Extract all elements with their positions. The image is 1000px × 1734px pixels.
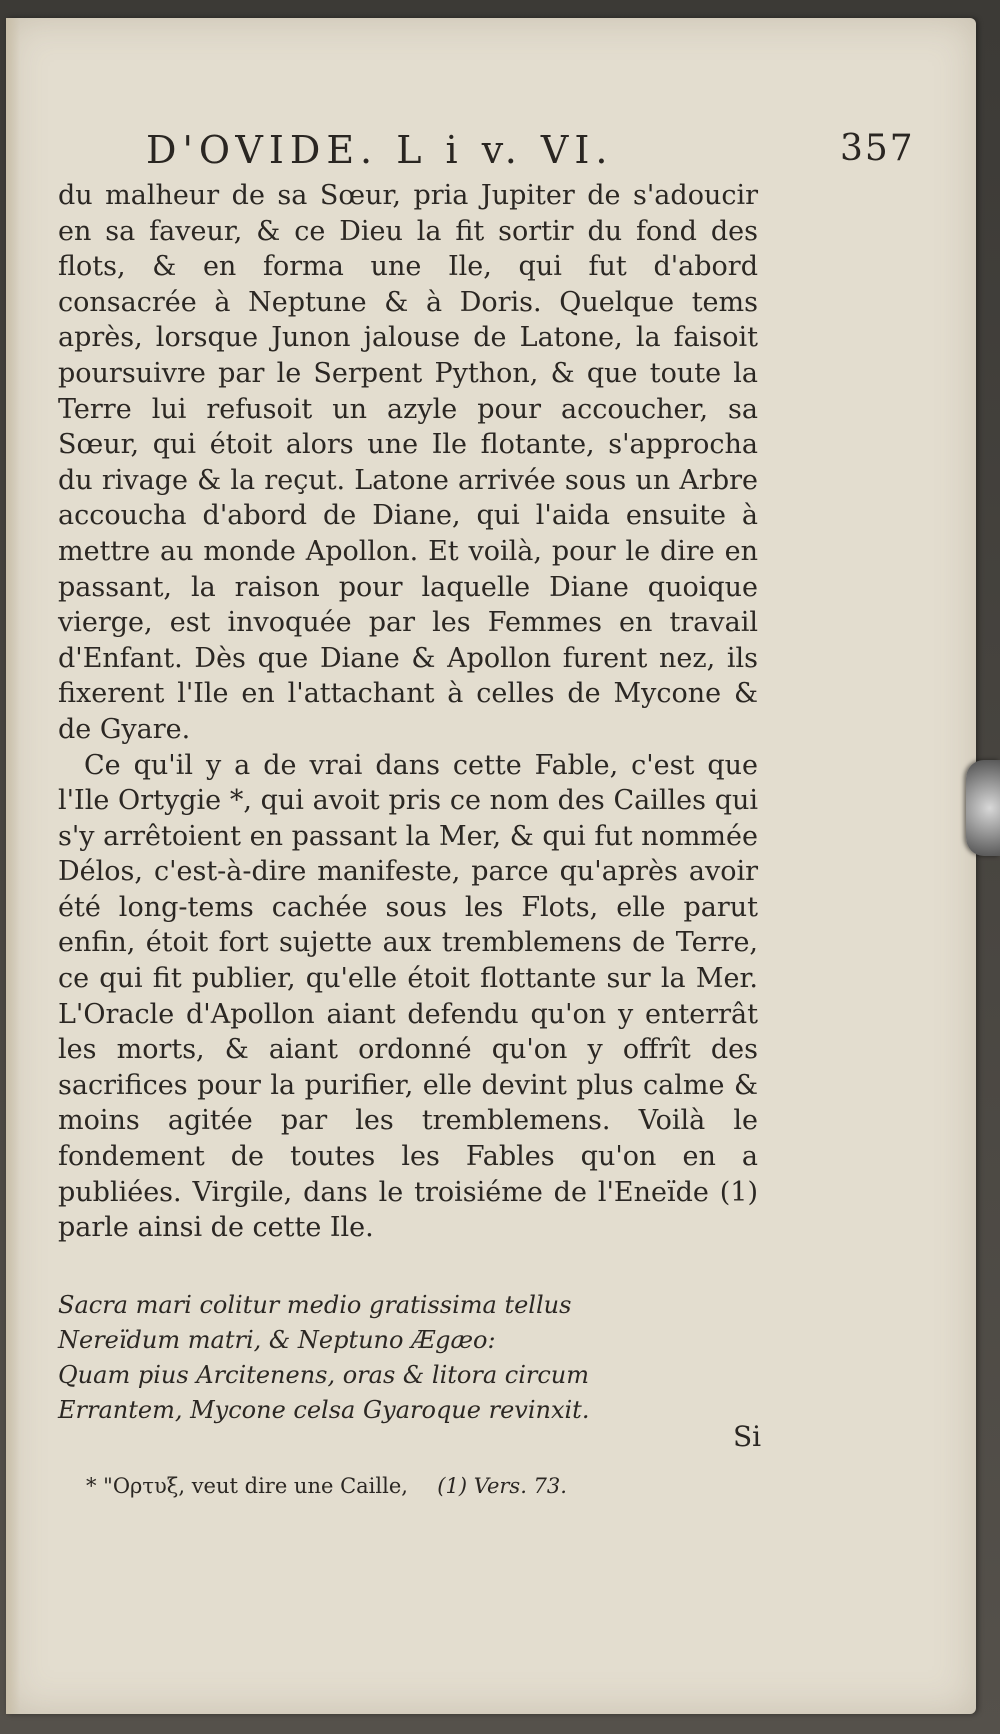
book-page (6, 18, 976, 1714)
paragraph-1: du malheur de sa Sœur, pria Jupiter de s'adoucir en sa faveur, & ce Dieu la fit sortir du fond des flots, & en forma une Ile, qui fut d'abord consacrée à Neptune & à Doris. Quelque tems après, lorsque Junon jalouse de Latone, la faisoit poursuivre par le Serpent Python, & que toute la Terre lui refusoit un azyle pour accoucher, sa Sœur, qui étoit alors une Ile flotante, s'approcha du rivage & la reçut. Latone arrivée sous un Arbre accoucha d'abord de Diane, qui l'aida ensuite à mettre au monde Apollon. Et voilà, pour le dire en passant, la raison pour laquelle Diane quoique vierge, est invoquée par les Femmes en travail d'Enfant. Dès que Diane & Apollon furent nez, ils fixerent l'Ile en l'attachant à celles de Mycone & de Gyare. (58, 180, 758, 745)
verse-line-2: Nereïdum matri, & Neptuno Ægæo: (58, 1326, 496, 1354)
footnote-one: (1) Vers. 73. (437, 1474, 567, 1498)
page-gutter-shadow (6, 18, 20, 1714)
page-number: 357 (840, 128, 915, 169)
footnote-star: * "Ορτυξ, veut dire une Caille, (86, 1474, 408, 1498)
body-text (58, 178, 758, 1246)
book-clasp (966, 760, 1000, 856)
page-header (146, 128, 915, 172)
footnotes (86, 1474, 706, 1498)
catchword: Si (733, 1420, 762, 1453)
verse-line-4: Errantem, Mycone celsa Gyaroque revinxit. (58, 1396, 590, 1424)
verse-quotation (58, 1288, 758, 1428)
verse-line-1: Sacra mari colitur medio gratissima tellus (58, 1291, 572, 1319)
verse-line-3: Quam pius Arcitenens, oras & litora circum (58, 1361, 589, 1389)
paragraph-2: Ce qu'il y a de vrai dans cette Fable, c'est que l'Ile Ortygie *, qui avoit pris ce nom des Cailles qui s'y arrêtoient en passant la Mer, & qui fut nommée Délos, c'est-à-dire manifeste, parce qu'après avoir été long-tems cachée sous les Flots, elle parut enfin, étoit fort sujette aux tremblemens de Terre, ce qui fit publier, qu'elle étoit flottante sur la Mer. L'Oracle d'Apollon aiant defendu qu'on y enterrât les morts, & aiant ordonné qu'on y offrît des sacrifices pour la purifier, elle devint plus calme & moins agitée par les tremblemens. Voilà le fondement de toutes les Fables qu'on en a publiées. Virgile, dans le troisiéme de l'Eneïde (1) parle ainsi de cette Ile. (58, 749, 758, 1244)
running-head: D'OVIDE. L i v. VI. (146, 128, 614, 172)
